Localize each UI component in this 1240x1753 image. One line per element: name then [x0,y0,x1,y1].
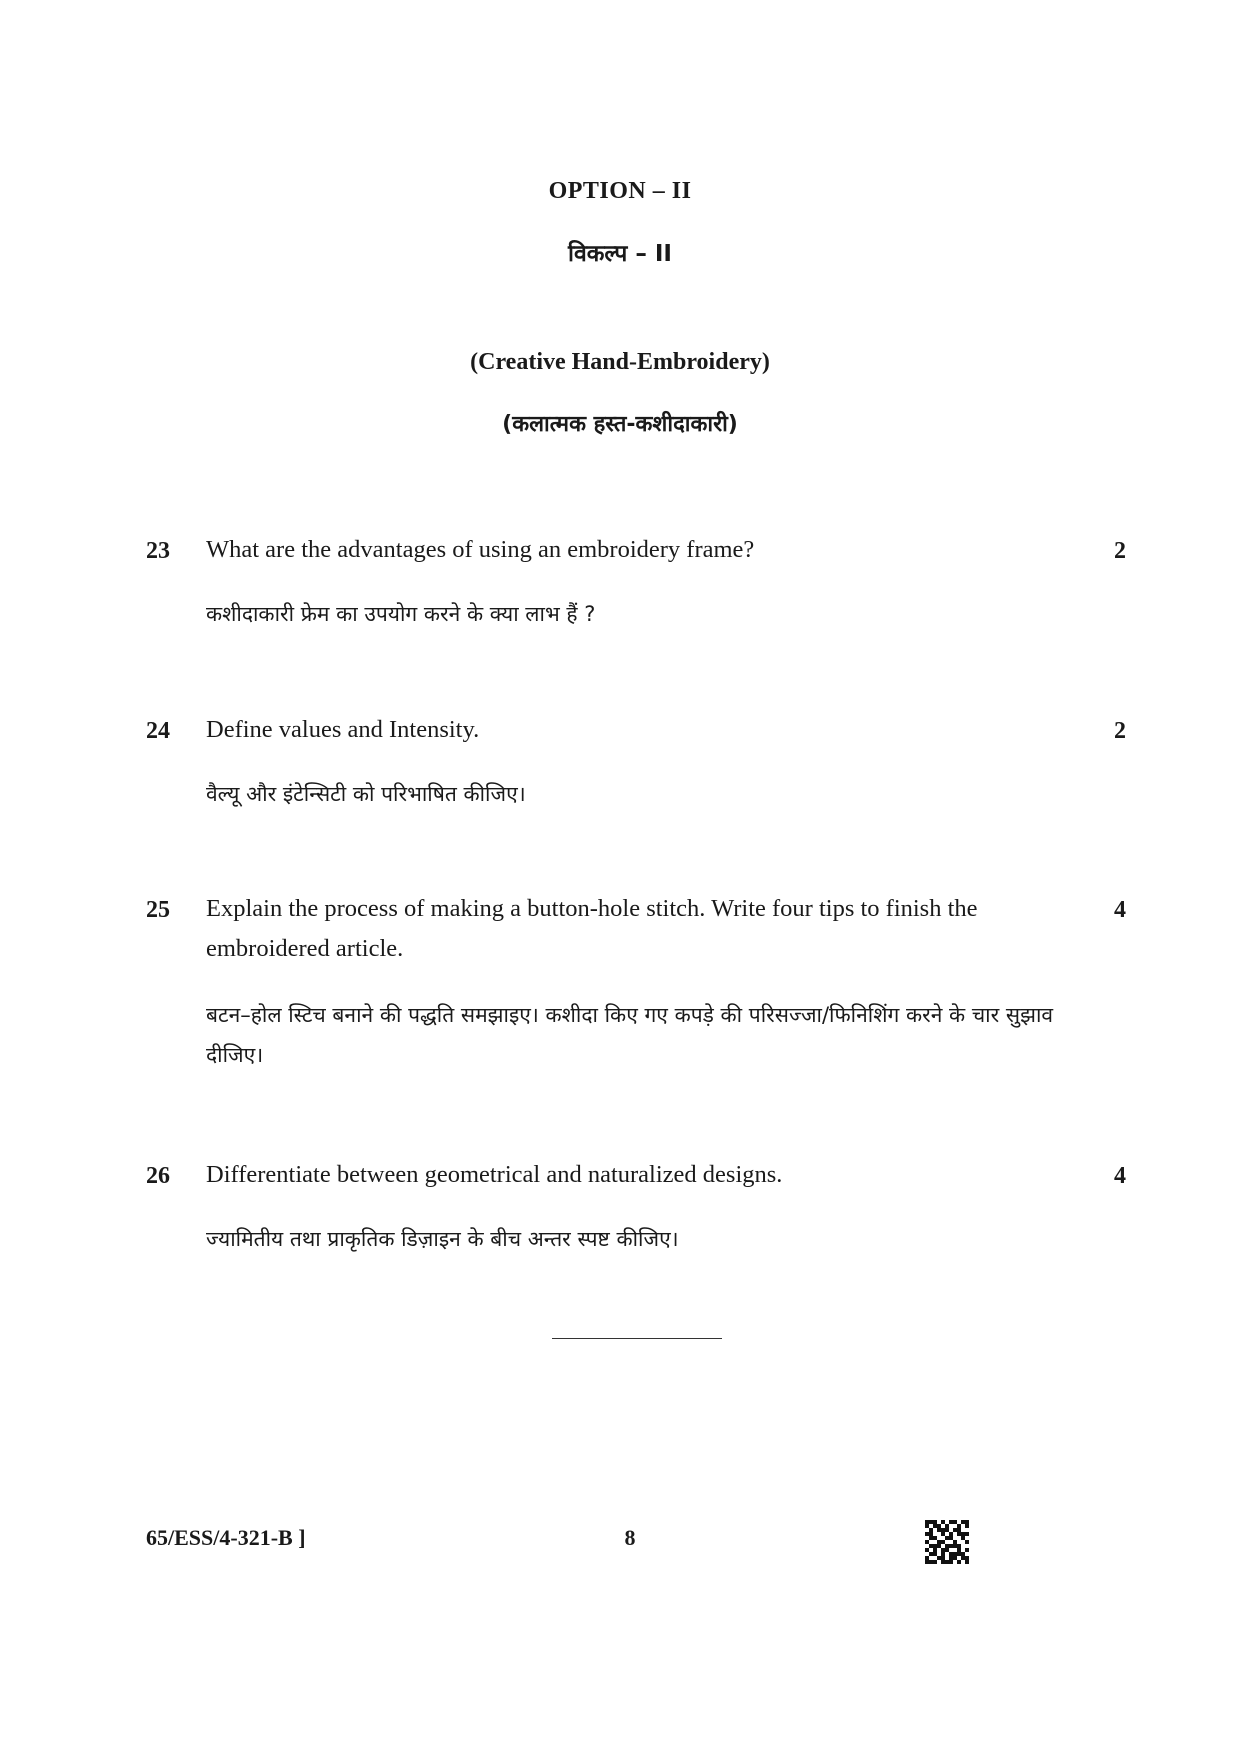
question-text-hindi: कशीदाकारी फ्रेम का उपयोग करने के क्या लाभ हैं ? [206,602,596,626]
subject-heading-hindi: (कलात्मक हस्त-कशीदाकारी) [502,412,738,437]
question-text: Define values and Intensity. [206,716,480,743]
qr-code-icon [925,1520,969,1564]
question-number: 25 [146,897,170,923]
question-text-hindi: ज्यामितीय तथा प्राकृतिक डिज़ाइन के बीच अन्तर स्पष्ट कीजिए। [206,1227,679,1251]
question-text: Explain the process of making a button-hole stitch. Write four tips to finish the embroidered article. [206,895,978,962]
question-marks: 4 [1114,1163,1126,1189]
question-text: What are the advantages of using an embroidery frame? [206,536,755,563]
question-text-hindi: वैल्यू और इंटेन्सिटी को परिभाषित कीजिए। [206,782,526,806]
question-number: 24 [146,718,170,744]
option-heading-hindi: विकल्प – II [568,241,672,267]
question-text-hindi: बटन–होल स्टिच बनाने की पद्धति समझाइए। कशीदा किए गए कपड़े की परिसज्जा/फिनिशिंग करने के चार सुझाव दीजिए। [206,1003,1054,1067]
subject-heading: (Creative Hand-Embroidery) [470,349,770,375]
question-number: 23 [146,538,170,564]
page-number: 8 [624,1525,636,1550]
question-text: Differentiate between geometrical and naturalized designs. [206,1161,783,1188]
paper-code: 65/ESS/4-321-B ] [146,1525,306,1550]
question-marks: 2 [1114,538,1126,564]
end-rule [552,1338,722,1339]
question-marks: 4 [1114,897,1126,923]
option-heading: OPTION – II [548,178,692,204]
question-number: 26 [146,1163,170,1189]
question-marks: 2 [1114,718,1126,744]
